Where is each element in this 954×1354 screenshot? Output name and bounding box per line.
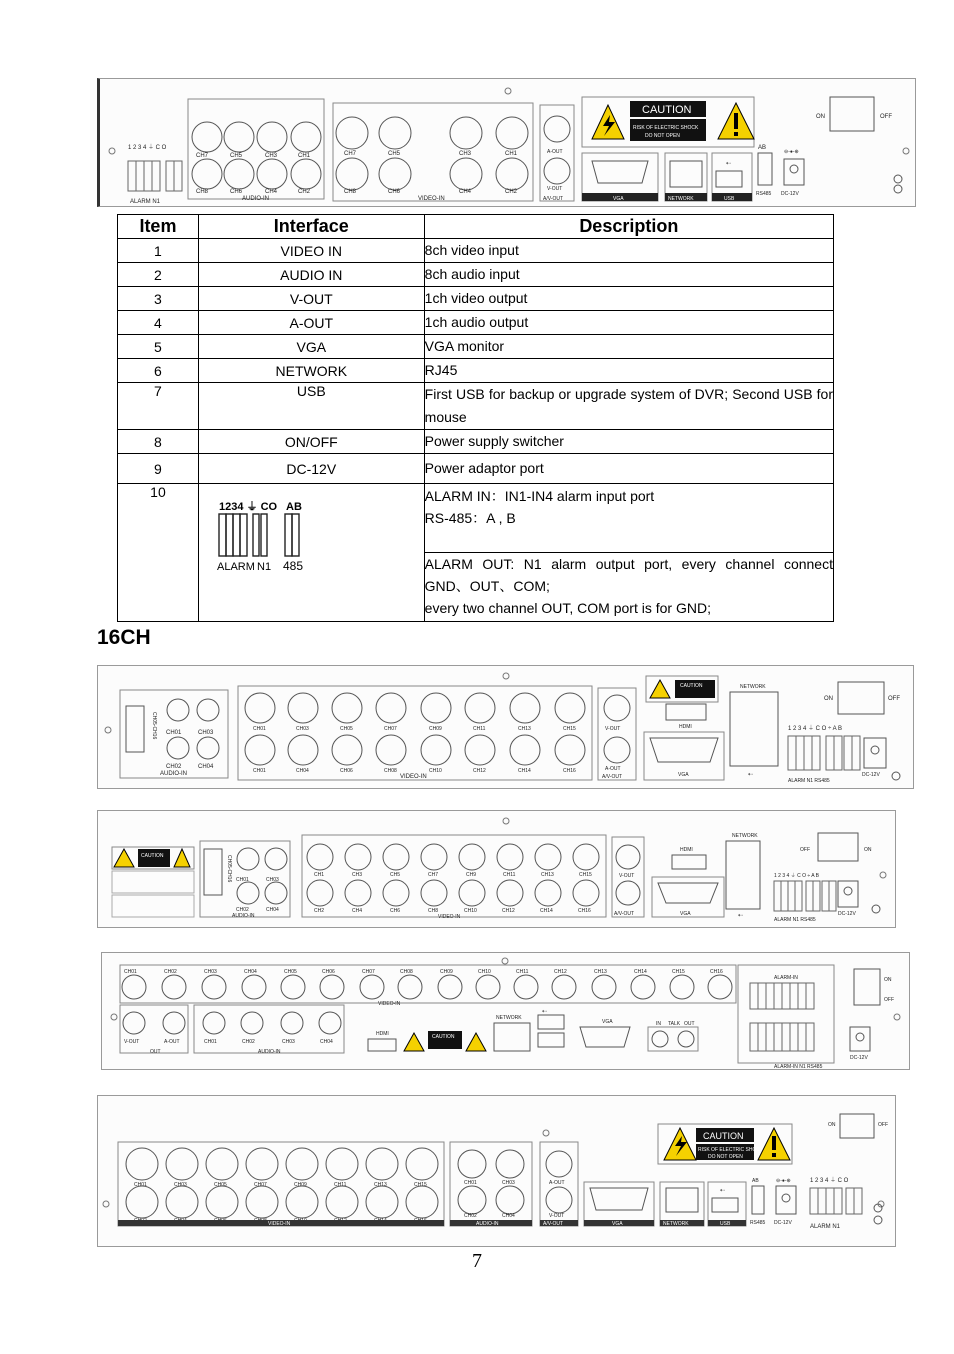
power-polarity-icon: ⊖-●-⊕ <box>776 1178 791 1184</box>
video-ch: CH11 <box>516 969 529 975</box>
video-top-ch: CH15 <box>414 1182 427 1188</box>
cell-interface: VGA <box>198 335 424 359</box>
vga-connector <box>580 1027 630 1047</box>
video-top-ch: CH09 <box>294 1182 307 1188</box>
vertical-label: CH05-CH16 <box>226 855 232 883</box>
dc-jack <box>844 887 852 895</box>
usb-label: USB <box>724 196 735 202</box>
off-label: OFF <box>800 847 810 853</box>
rear-panel-16ch-a <box>97 665 914 789</box>
network-port <box>726 841 760 909</box>
dc-jack <box>790 165 798 173</box>
audio-ch02: CH02 <box>236 907 249 913</box>
cell-item: 3 <box>118 287 199 311</box>
cell-item: 8 <box>118 430 199 454</box>
audio-in-group <box>188 99 324 199</box>
video-top-ch: CH13 <box>541 872 554 878</box>
caution-title: CAUTION <box>642 104 692 116</box>
cell-interface: AUDIO IN <box>198 263 424 287</box>
cell-item: 2 <box>118 263 199 287</box>
video-top-ch: CH07 <box>254 1182 267 1188</box>
exclamation-hazard-icon <box>174 849 190 867</box>
av-out-label: A/V-OUT <box>543 196 564 202</box>
audio-ch04: CH04 <box>320 1039 333 1045</box>
video-top-ch: CH11 <box>473 726 486 732</box>
video-ch: CH12 <box>554 969 567 975</box>
audio-ch03: CH03 <box>282 1039 295 1045</box>
on-label: ON <box>864 847 872 853</box>
alarm-terminal-block <box>750 983 814 1051</box>
audio-bottom-ch8: CH8 <box>196 189 209 195</box>
video-bottom-ch: CH01 <box>253 768 266 774</box>
rs485-line: RS-485：A , B <box>424 510 516 526</box>
video-top-ch: CH11 <box>334 1182 347 1188</box>
cell-interface: V-OUT <box>198 287 424 311</box>
network-label: NETWORK <box>496 1015 522 1021</box>
alarm-in-label: ALARM-IN <box>774 975 798 981</box>
caution-sub1: RISK OF ELECTRIC SHOCK <box>633 125 699 131</box>
video-ch: CH15 <box>672 969 685 975</box>
talk-in-label: IN <box>656 1021 661 1027</box>
vga-label: VGA <box>602 1019 613 1025</box>
cell-item: 4 <box>118 311 199 335</box>
a-out-label: A-OUT <box>605 766 621 772</box>
caution-sub2: DO NOT OPEN <box>708 1154 743 1160</box>
ground-icon <box>872 905 880 913</box>
rear-panel-16ch-c <box>101 952 910 1070</box>
video-in-label: VIDEO-IN <box>400 774 427 780</box>
rear-panel-16ch-d <box>97 1095 896 1247</box>
video-bottom-ch: CH16 <box>563 768 576 774</box>
ground-icon <box>894 185 902 193</box>
cell-interface: VIDEO IN <box>198 239 424 263</box>
video-top-ch: CH5 <box>390 872 401 878</box>
audio-ch01: CH01 <box>204 1039 217 1045</box>
cell-description: VGA monitor <box>424 335 833 359</box>
audio-ch04: CH04 <box>198 764 214 770</box>
v-out-label: V-OUT <box>605 726 621 732</box>
v-out-label: V-OUT <box>124 1039 140 1045</box>
section-heading-16ch: 16CH <box>97 626 151 649</box>
av-out-label: A/V-OUT <box>543 1221 564 1227</box>
electric-hazard-icon <box>114 849 134 867</box>
video-top-ch: CH01 <box>134 1182 147 1188</box>
video-bottom-ch: CH14 <box>518 768 531 774</box>
rs485-label: RS485 <box>756 191 772 197</box>
electric-hazard-icon <box>650 680 670 698</box>
a-out-label: A-OUT <box>547 149 563 155</box>
cell-description: Power adaptor port <box>424 454 833 484</box>
video-top-ch7: CH7 <box>344 151 357 157</box>
v-out-label: V-OUT <box>619 873 635 879</box>
alarm-connector-diagram <box>217 498 317 580</box>
cell-interface: NETWORK <box>198 359 424 383</box>
video-top-ch: CH1 <box>314 872 325 878</box>
vga-label: VGA <box>680 911 691 917</box>
cell-interface: A-OUT <box>198 311 424 335</box>
video-bottom-ch6: CH6 <box>388 189 401 195</box>
page-number: 7 <box>472 1250 482 1272</box>
dc-jack <box>856 1033 864 1041</box>
table-row <box>118 239 834 263</box>
electric-hazard-icon <box>404 1033 424 1051</box>
dc12v-label: DC-12V <box>862 772 880 778</box>
cell-alarm-diagram <box>198 484 424 622</box>
video-bottom-ch: CH14 <box>540 908 553 914</box>
cell-description: First USB for backup or upgrade system of DVR; Second USB for mouse <box>424 383 833 430</box>
audio-ch02: CH02 <box>166 764 182 770</box>
video-ch: CH16 <box>710 969 723 975</box>
dc12v-label: DC-12V <box>774 1220 792 1226</box>
video-top-ch: CH15 <box>563 726 576 732</box>
network-port <box>670 161 702 187</box>
video-in-group <box>238 686 592 780</box>
vga-connector <box>592 161 648 183</box>
audio-ch01: CH01 <box>236 877 249 883</box>
off-label: OFF <box>888 696 900 702</box>
video-bottom-ch: CH6 <box>390 908 401 914</box>
alarm-in-line: ALARM IN：IN1-IN4 alarm input port <box>424 488 655 504</box>
ab-label: AB <box>752 1178 759 1184</box>
network-label: NETWORK <box>663 1221 689 1227</box>
dc12v-label: DC-12V <box>838 911 856 917</box>
header-interface: Interface <box>198 215 424 239</box>
audio-bottom-ch6: CH6 <box>230 189 243 195</box>
caution-title: CAUTION <box>703 1131 744 1141</box>
cell-description: 8ch audio input <box>424 263 833 287</box>
alarm-pins-label: 1 2 3 4 ⏚ C O <box>128 145 167 151</box>
audio-in-label: AUDIO-IN <box>476 1221 499 1227</box>
off-label: OFF <box>880 114 892 120</box>
table-row <box>118 359 834 383</box>
power-switch[interactable] <box>838 682 884 714</box>
cell-description: RJ45 <box>424 359 833 383</box>
ab-label: AB <box>758 145 767 151</box>
table-header-row <box>118 215 834 239</box>
usb-icon: ⇠ <box>542 1009 548 1015</box>
hdmi-label: HDMI <box>680 847 693 853</box>
video-top-ch5: CH5 <box>388 151 401 157</box>
hdmi-label: HDMI <box>679 724 692 730</box>
video-bottom-ch: CH2 <box>314 908 325 914</box>
alarm-label: ALARM N1 RS485 <box>788 778 830 784</box>
video-top-ch: CH03 <box>174 1182 187 1188</box>
video-bottom-ch4: CH4 <box>459 189 472 195</box>
alarm-label: ALARM N1 <box>130 199 161 205</box>
cell-description: 1ch video output <box>424 287 833 311</box>
diagram-n1: N1 <box>256 561 271 573</box>
video-top-ch: CH11 <box>503 872 516 878</box>
video-top-ch: CH7 <box>428 872 439 878</box>
usb-port <box>538 1015 564 1029</box>
alarm-label: ALARM N1 <box>810 1224 841 1230</box>
video-bottom-ch: CH08 <box>384 768 397 774</box>
table-row <box>118 263 834 287</box>
cell-item: 9 <box>118 454 199 484</box>
table-row <box>118 335 834 359</box>
table-row <box>118 484 834 553</box>
audio-in-label: AUDIO-IN <box>258 1049 281 1055</box>
video-bottom-ch2: CH2 <box>505 189 518 195</box>
network-port <box>494 1023 530 1051</box>
av-out-label: A/V-OUT <box>602 774 623 780</box>
off-label: OFF <box>878 1122 888 1128</box>
audio-in-label: AUDIO-IN <box>242 196 269 202</box>
video-top-ch: CH13 <box>518 726 531 732</box>
video-ch: CH03 <box>204 969 217 975</box>
video-in-label: VIDEO-IN <box>378 1001 401 1007</box>
audio-top-ch5: CH5 <box>230 153 243 159</box>
audio-ch03: CH03 <box>198 730 214 736</box>
vga-connector <box>590 1188 648 1210</box>
cell-item: 7 <box>118 383 199 430</box>
video-top-ch: CH9 <box>466 872 477 878</box>
video-bottom-ch: CH12 <box>473 768 486 774</box>
network-port <box>666 1188 698 1212</box>
audio-ch03: CH03 <box>502 1180 515 1186</box>
v-out-label: V-OUT <box>549 1213 565 1219</box>
out-label: OUT <box>150 1049 161 1055</box>
header-item: Item <box>118 215 199 239</box>
alarm-pins-label: 1 2 3 4 ⏚ C O <box>810 1178 849 1184</box>
cell-item: 5 <box>118 335 199 359</box>
cell-description: 1ch audio output <box>424 311 833 335</box>
av-out-label: A/V-OUT <box>614 911 635 917</box>
audio-top-ch7: CH7 <box>196 153 209 159</box>
video-in-connectors <box>307 844 599 906</box>
video-in-label: VIDEO-IN <box>438 914 461 920</box>
gnd-line: every two channel OUT, COM port is for GND; <box>424 600 711 616</box>
table-row <box>118 383 834 430</box>
usb-icon: ⇠ <box>720 1188 726 1194</box>
on-label: ON <box>816 114 825 120</box>
video-top-ch: CH09 <box>429 726 442 732</box>
alarm-terminal-block <box>774 881 836 911</box>
vga-connector <box>650 738 718 762</box>
a-out-label: A-OUT <box>164 1039 180 1045</box>
power-switch[interactable] <box>818 833 858 861</box>
cell-item: 1 <box>118 239 199 263</box>
vertical-label: CH05-CH16 <box>151 712 157 740</box>
talk-label: TALK <box>668 1021 681 1027</box>
video-ch: CH06 <box>322 969 335 975</box>
diagram-ab: AB <box>285 501 302 513</box>
hdmi-port <box>368 1039 396 1051</box>
video-ch: CH02 <box>164 969 177 975</box>
cell-item: 10 <box>118 484 199 622</box>
alarm-label: ALARM-IN N1 RS485 <box>774 1064 823 1069</box>
caution-sub1: RISK OF ELECTRIC SHOCK <box>698 1147 764 1153</box>
a-out-label: A-OUT <box>549 1180 565 1186</box>
diagram-alarm: ALARM <box>216 561 255 573</box>
on-label: ON <box>828 1122 836 1128</box>
audio-ch01: CH01 <box>464 1180 477 1186</box>
network-label: NETWORK <box>740 684 766 690</box>
video-ch: CH10 <box>478 969 491 975</box>
vga-label: VGA <box>678 772 689 778</box>
dc12v-label: DC-12V <box>781 191 799 197</box>
alarm-label: ALARM N1 RS485 <box>774 917 816 923</box>
cell-item: 6 <box>118 359 199 383</box>
table-row <box>118 311 834 335</box>
cell-interface: DC-12V <box>198 454 424 484</box>
network-label: NETWORK <box>732 833 758 839</box>
video-top-ch: CH13 <box>374 1182 387 1188</box>
audio-bottom-ch4: CH4 <box>265 189 278 195</box>
alarm-terminal-block <box>788 736 860 770</box>
vga-label: VGA <box>613 196 624 202</box>
video-bottom-ch: CH16 <box>578 908 591 914</box>
caution-title: CAUTION <box>680 683 703 689</box>
alarm-pins-label: 1 2 3 4 ⏚ C O ÷ A B <box>788 726 842 732</box>
video-top-ch: CH03 <box>296 726 309 732</box>
caution-title: CAUTION <box>432 1034 455 1040</box>
off-label: OFF <box>884 997 894 1003</box>
video-in-connectors <box>126 1148 438 1218</box>
video-in-connectors <box>122 975 732 999</box>
audio-top-ch3: CH3 <box>265 153 278 159</box>
cell-description: Power supply switcher <box>424 430 833 454</box>
alarm-terminal-block <box>128 161 182 191</box>
video-bottom-ch8: CH8 <box>344 189 357 195</box>
usb-icon: ⇠ <box>726 161 732 167</box>
power-switch[interactable] <box>830 97 874 131</box>
vga-label: VGA <box>612 1221 623 1227</box>
video-ch: CH14 <box>634 969 647 975</box>
cell-interface: USB <box>198 383 424 430</box>
video-top-ch: CH01 <box>253 726 266 732</box>
cell-description: 8ch video input <box>424 239 833 263</box>
video-ch: CH09 <box>440 969 453 975</box>
video-bottom-ch: CH10 <box>464 908 477 914</box>
warning-text-block <box>112 895 194 917</box>
audio-ch02: CH02 <box>464 1213 477 1219</box>
rs485-label: RS485 <box>750 1220 766 1226</box>
video-ch: CH05 <box>284 969 297 975</box>
diagram-pins: 1234 ⏚ CO <box>218 501 277 513</box>
video-bottom-ch: CH12 <box>502 908 515 914</box>
video-ch: CH08 <box>400 969 413 975</box>
usb-icon: ⇠ <box>738 913 744 919</box>
network-port <box>730 692 778 766</box>
ground-icon <box>874 1216 882 1224</box>
cell-description-alarm-in <box>424 484 833 553</box>
cell-description-alarm-out <box>424 553 833 622</box>
video-ch: CH01 <box>124 969 137 975</box>
vga-connector <box>658 883 718 903</box>
video-top-ch: CH05 <box>340 726 353 732</box>
video-bottom-ch: CH8 <box>428 908 439 914</box>
hdmi-port <box>666 704 706 720</box>
dc-jack <box>871 746 879 754</box>
video-top-ch: CH15 <box>579 872 592 878</box>
video-ch: CH13 <box>594 969 607 975</box>
video-bottom-ch: CH06 <box>340 768 353 774</box>
dc12v-label: DC-12V <box>850 1055 868 1061</box>
video-in-label: VIDEO-IN <box>418 196 445 202</box>
usb-port <box>716 171 742 187</box>
on-label: ON <box>884 977 892 983</box>
video-in-connectors <box>336 117 528 190</box>
power-switch[interactable] <box>854 969 880 1005</box>
audio-ch02: CH02 <box>242 1039 255 1045</box>
alarm-out-line: ALARM OUT: N1 alarm output port, every channel connect GND、OUT、COM; <box>424 556 833 594</box>
power-polarity-icon: ⊖-●-⊕ <box>784 149 799 155</box>
video-bottom-ch: CH04 <box>296 768 309 774</box>
video-top-ch3: CH3 <box>459 151 472 157</box>
video-top-ch: CH07 <box>384 726 397 732</box>
interface-table <box>117 214 834 622</box>
video-ch: CH04 <box>244 969 257 975</box>
v-out-label: V-OUT <box>547 186 563 192</box>
caution-title: CAUTION <box>141 853 164 859</box>
caution-sub2: DO NOT OPEN <box>645 133 680 139</box>
audio-ch04: CH04 <box>502 1213 515 1219</box>
talk-out-label: OUT <box>684 1021 695 1027</box>
power-switch[interactable] <box>840 1114 874 1138</box>
hdmi-port <box>672 855 706 869</box>
video-bottom-ch: CH10 <box>429 768 442 774</box>
video-top-ch: CH05 <box>214 1182 227 1188</box>
table-row <box>118 430 834 454</box>
video-in-group <box>333 103 533 201</box>
alarm-pins-label: 1 2 3 4 ⏚ C O ÷ A B <box>774 873 819 879</box>
exclamation-hazard-icon <box>466 1033 486 1051</box>
ground-icon <box>892 772 900 780</box>
warning-text-block <box>112 871 194 893</box>
video-in-label: VIDEO-IN <box>268 1221 291 1227</box>
usb-port <box>712 1198 738 1212</box>
video-ch: CH07 <box>362 969 375 975</box>
audio-in-label: AUDIO-IN <box>232 913 255 919</box>
diagram-485: 485 <box>282 559 303 573</box>
usb-icon: ⇠ <box>748 772 754 778</box>
video-bottom-ch: CH4 <box>352 908 363 914</box>
audio-top-ch1: CH1 <box>298 153 311 159</box>
header-description: Description <box>424 215 833 239</box>
usb-port <box>538 1033 564 1047</box>
table-row <box>118 287 834 311</box>
table-row <box>118 454 834 484</box>
cell-interface: ON/OFF <box>198 430 424 454</box>
dc-jack <box>782 1194 790 1202</box>
usb-label: USB <box>720 1221 731 1227</box>
video-top-ch1: CH1 <box>505 151 518 157</box>
alarm-terminal-block <box>810 1188 862 1214</box>
rear-panel-8ch <box>97 78 916 207</box>
video-in-group <box>302 835 606 917</box>
video-top-ch: CH3 <box>352 872 363 878</box>
rear-panel-16ch-b <box>97 810 896 928</box>
hdmi-label: HDMI <box>376 1031 389 1037</box>
audio-bottom-ch2: CH2 <box>298 189 311 195</box>
on-label: ON <box>824 696 833 702</box>
audio-ch01: CH01 <box>166 730 182 736</box>
audio-in-label: AUDIO-IN <box>160 771 187 777</box>
audio-ch04: CH04 <box>266 907 279 913</box>
network-label: NETWORK <box>668 196 694 202</box>
audio-ch03: CH03 <box>266 877 279 883</box>
